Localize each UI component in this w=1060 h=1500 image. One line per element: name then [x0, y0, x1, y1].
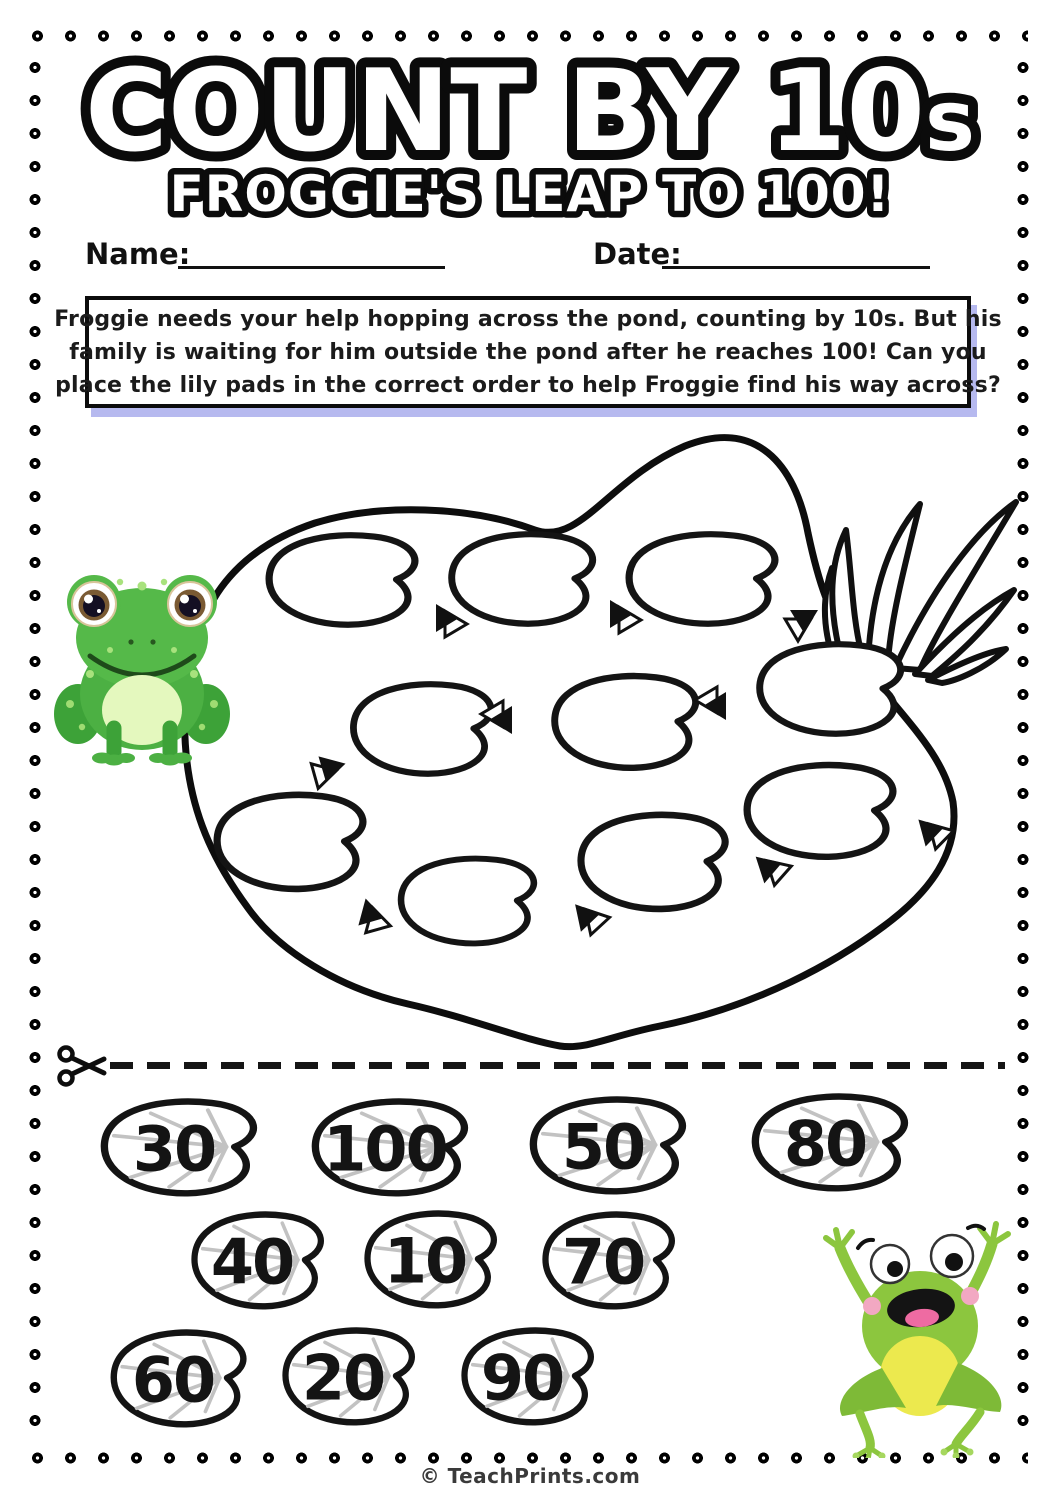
- cut-line: [110, 1062, 1005, 1069]
- flow-arrow: [695, 687, 726, 720]
- pond-lily-pad: [217, 795, 363, 889]
- instruction-box: [54, 296, 1002, 408]
- cutout-lily-pad-40: [162, 1194, 362, 1329]
- svg-text:80: 80: [783, 1107, 867, 1181]
- dotted-border-left: [29, 62, 41, 1446]
- cutout-lily-pad-70: [513, 1194, 713, 1329]
- pond-illustration: [140, 418, 1020, 1063]
- pond-lily-pad: [629, 534, 775, 624]
- cutout-lily-pad-20: [253, 1310, 453, 1445]
- pond-lily-pad: [581, 815, 725, 909]
- date-line: [662, 266, 930, 269]
- instruction-line: Froggie needs your help hopping across the pond, counting by 10s. But his: [54, 306, 1002, 332]
- pond-lily-pad: [401, 859, 534, 944]
- flow-arrow: [610, 600, 641, 633]
- flow-arrow: [357, 898, 395, 938]
- pond-lily-pad: [747, 765, 893, 857]
- page-subtitle: FROGGIE'S LEAP TO 100!: [169, 165, 891, 223]
- pond-lily-pad: [269, 535, 415, 625]
- footer-credit: © TeachPrints.com: [419, 1464, 641, 1488]
- flow-arrow: [306, 755, 346, 793]
- flow-arrow: [785, 610, 818, 641]
- frog-right-illustration: [820, 1208, 1020, 1458]
- svg-text:50: 50: [561, 1110, 645, 1184]
- pond-lily-pad: [760, 644, 901, 734]
- date-label: Date:: [593, 237, 682, 271]
- svg-text:40: 40: [210, 1225, 294, 1299]
- cutout-lily-pad-90: [432, 1310, 632, 1445]
- pond-lily-pad: [353, 684, 491, 774]
- flow-arrow: [575, 898, 612, 937]
- cutout-lily-pad-80: [735, 1076, 935, 1211]
- frog-left-illustration: [52, 552, 232, 767]
- svg-text:30: 30: [132, 1112, 216, 1186]
- svg-text:100: 100: [323, 1112, 447, 1186]
- page-title: COUNT BY 10s: [84, 45, 976, 177]
- title-block: [0, 0, 1060, 235]
- svg-text:10: 10: [383, 1224, 467, 1298]
- svg-text:20: 20: [301, 1341, 385, 1415]
- name-label: Name:: [85, 237, 191, 271]
- svg-text:60: 60: [131, 1343, 215, 1417]
- cutout-lily-pad-10: [335, 1193, 535, 1328]
- instruction-line: family is waiting for him outside the pond after he reaches 100! Can you: [69, 339, 987, 365]
- name-line: [178, 266, 445, 269]
- flow-arrow: [436, 604, 467, 637]
- pond-lily-pad: [555, 676, 696, 768]
- svg-text:70: 70: [561, 1225, 645, 1299]
- instruction-line: place the lily pads in the correct order to help Froggie find his way across?: [55, 372, 1001, 398]
- pond-lily-pad: [452, 534, 593, 624]
- svg-text:90: 90: [480, 1341, 564, 1415]
